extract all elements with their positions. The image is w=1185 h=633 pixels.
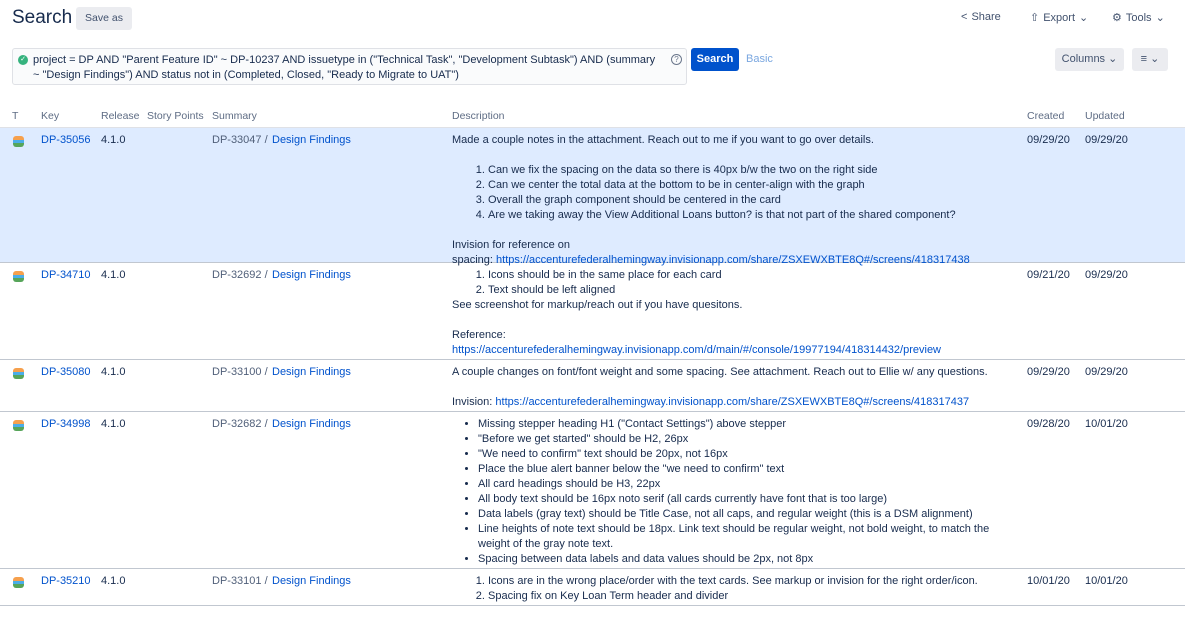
description [452,365,1022,410]
column-header-type[interactable]: T [12,110,19,122]
summary-link[interactable]: Design Findings [272,269,351,281]
valid-check-icon: ✓ [18,55,28,65]
basic-mode-link[interactable]: Basic [746,53,773,65]
summary-link[interactable]: Design Findings [272,418,351,430]
save-as-button[interactable]: Save as [76,7,132,30]
updated-date: 09/29/20 [1085,269,1128,281]
parent-key[interactable]: DP-33100 / [212,366,268,378]
description-paragraph [452,328,1022,343]
issue-key-link[interactable]: DP-35056 [41,134,91,146]
column-header-key[interactable]: Key [41,110,60,122]
description-list [452,417,1022,567]
list-item: 1. Can we fix the spacing on the data so there is 40px b/w the two on the right side [488,163,1022,178]
description-paragraph [452,395,1022,410]
created-date: 09/29/20 [1027,134,1070,146]
chevron-down-icon: ⌄ [1155,12,1165,24]
description-link[interactable]: https://accenturefederalhemingway.invisionapp.com/share/ZSXEWXBTE8Q#/screens/418317438 [496,254,970,266]
table-row[interactable] [0,128,1185,266]
subtask-icon [13,368,24,379]
description-list [452,268,1022,298]
updated-date: 09/29/20 [1085,134,1128,146]
description-paragraph [452,380,1022,395]
description-paragraph [452,298,1022,313]
column-header-story-points[interactable]: Story Points [147,110,204,122]
subtask-icon [13,420,24,431]
table-row[interactable] [0,263,1185,360]
summary-link[interactable]: Design Findings [272,134,351,146]
share-label: Share [971,11,1001,23]
column-header-summary[interactable]: Summary [212,110,257,122]
tools-button[interactable] [1112,11,1165,24]
share-icon: < [961,11,968,23]
list-item: • Missing stepper heading H1 ("Contact Settings") above stepper [478,417,1022,432]
list-item: • All body text should be 16px noto serif (all cards currently have font that is too large) [478,492,1022,507]
list-item: • Place the blue alert banner below the "we need to confirm" text [478,462,1022,477]
description-paragraph [452,238,1022,253]
export-label: Export [1043,11,1076,24]
updated-date: 10/01/20 [1085,575,1128,587]
description-text: spacing: [452,254,497,266]
table-row[interactable] [0,360,1185,412]
description [452,268,1022,358]
table-header [0,104,1185,128]
list-item: 3. Overall the graph component should be centered in the card [488,193,1022,208]
table-row[interactable] [0,412,1185,569]
subtask-icon [13,577,24,588]
release: 4.1.0 [101,269,126,281]
issue-key-link[interactable]: DP-34998 [41,418,91,430]
list-item: • Data labels (gray text) should be Title Case, not all caps, and regular weight (this is a DSM alignment) [478,507,1022,522]
issue-key-link[interactable]: DP-35210 [41,575,91,587]
share-button[interactable] [961,11,1001,23]
column-header-updated[interactable]: Updated [1085,110,1125,122]
description [452,417,1022,567]
description-text: Invision for reference on [452,239,571,251]
description-link[interactable]: https://accenturefederalhemingway.invisionapp.com/d/main/#/console/19977194/418314432/preview [452,344,942,356]
description-paragraph [452,313,1022,328]
parent-key[interactable]: DP-33047 / [212,134,268,146]
subtask-icon [13,136,24,147]
list-item: 1. Icons should be in the same place for each card [488,268,1022,283]
list-icon: ≡ ⌄ [1140,53,1160,65]
chevron-down-icon: ⌄ [1079,12,1089,24]
list-item: 2. Spacing fix on Key Loan Term header and divider [488,589,1022,604]
description-paragraph [452,133,1022,148]
summary-link[interactable]: Design Findings [272,366,351,378]
tools-label: Tools [1125,11,1152,24]
description [452,574,1022,604]
jql-query-text: project = DP AND "Parent Feature ID" ~ DP-10237 AND issuetype in ("Technical Task", "Development Subtask") AND (summary ~ "Design Findings") AND status not in (Completed, Closed, "Ready to Migrate to UAT") [33,54,656,81]
issue-key-link[interactable]: DP-34710 [41,269,91,281]
description [452,133,1022,268]
page-title: Search [12,7,73,28]
description-text: A couple changes on font/font weight and some spacing. See attachment. Reach out to Ellie w/ any questions. [452,366,988,378]
parent-key[interactable]: DP-32692 / [212,269,268,281]
table-row[interactable] [0,569,1185,606]
export-icon: ⇧ [1030,12,1040,24]
updated-date: 09/29/20 [1085,366,1128,378]
issue-key-link[interactable]: DP-35080 [41,366,91,378]
list-item: • "We need to confirm" text should be 20px, not 16px [478,447,1022,462]
description-text: Reference: [452,329,506,341]
description-paragraph [452,365,1022,380]
jql-query-input[interactable] [12,48,687,85]
description-paragraph [452,148,1022,163]
column-header-description[interactable]: Description [452,110,505,122]
list-item: • "Before we get started" should be H2, 26px [478,432,1022,447]
release: 4.1.0 [101,575,126,587]
release: 4.1.0 [101,366,126,378]
description-paragraph [452,343,1022,358]
parent-key[interactable]: DP-32682 / [212,418,268,430]
column-header-release[interactable]: Release [101,110,140,122]
list-item: • All card headings should be H3, 22px [478,477,1022,492]
list-item: 4. Are we taking away the View Additional Loans button? is that not part of the shared component? [488,208,1022,223]
list-item: 2. Can we center the total data at the bottom to be in center-align with the graph [488,178,1022,193]
column-header-created[interactable]: Created [1027,110,1065,122]
description-list [452,574,1022,604]
release: 4.1.0 [101,134,126,146]
created-date: 09/29/20 [1027,366,1070,378]
description-text: See screenshot for markup/reach out if you have quesitons. [452,299,743,311]
help-icon[interactable]: ? [671,54,682,65]
columns-label: Columns [1061,53,1106,65]
list-item: 1. Icons are in the wrong place/order with the text cards. See markup or invision for the right order/icon. [488,574,1022,589]
list-item: 2. Text should be left aligned [488,283,1022,298]
parent-key[interactable]: DP-33101 / [212,575,268,587]
list-item: • Line heights of note text should be 18px. Link text should be regular weight, not bold weight, to match the weight of the gray note text. [478,522,1022,552]
list-item: • Spacing between data labels and data values should be 2px, not 8px [478,552,1022,567]
description-text: Made a couple notes in the attachment. Reach out to me if you want to go over details. [452,134,874,146]
description-paragraph [452,223,1022,238]
columns-button[interactable]: Columns ⌄ [1055,48,1124,71]
description-link[interactable]: https://accenturefederalhemingway.invisionapp.com/share/ZSXEWXBTE8Q#/screens/418317437 [495,396,970,408]
gear-icon: ⚙ [1112,12,1122,24]
summary-link[interactable]: Design Findings [272,575,351,587]
description-list [452,163,1022,223]
created-date: 10/01/20 [1027,575,1070,587]
view-options-button[interactable] [1132,48,1168,71]
subtask-icon [13,271,24,282]
export-button[interactable] [1030,11,1088,24]
updated-date: 10/01/20 [1085,418,1128,430]
description-text: Invision: [452,396,496,408]
release: 4.1.0 [101,418,126,430]
created-date: 09/21/20 [1027,269,1070,281]
created-date: 09/28/20 [1027,418,1070,430]
search-button[interactable]: Search [691,48,739,71]
